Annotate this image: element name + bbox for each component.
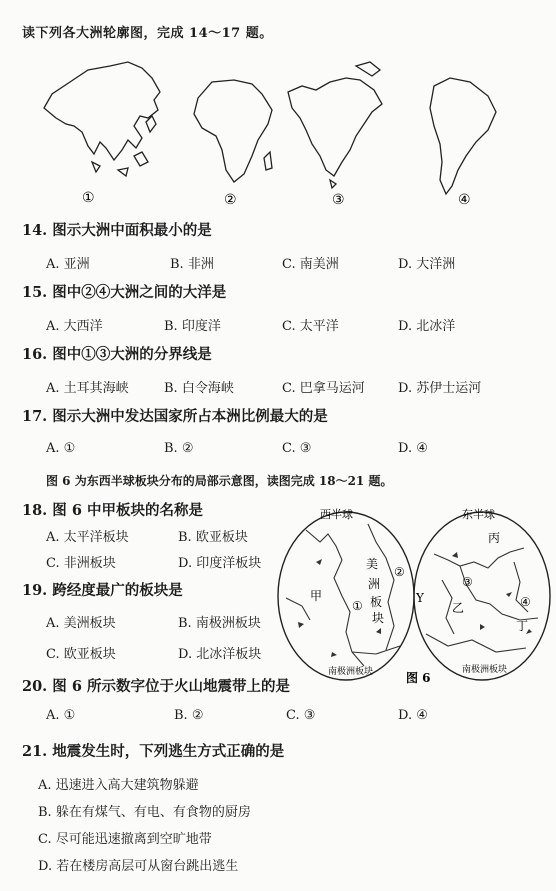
west-hemisphere-title: 西半球 — [320, 508, 353, 521]
antarctic-plate-east: 南极洲板块 — [462, 665, 508, 675]
question-17-stem: 17. 图示大洲中发达国家所占本洲比例最大的是 — [22, 408, 328, 425]
q17-option-b[interactable]: B. ② — [164, 441, 194, 456]
plate-label-zhou: 洲 — [368, 577, 381, 591]
q21-option-a[interactable]: A. 迅速进入高大建筑物躲避 — [38, 778, 199, 793]
antarctic-plate-west: 南极洲板块 — [328, 667, 374, 677]
q18-option-d[interactable]: D. 印度洋板块 — [178, 556, 262, 571]
q21-option-d[interactable]: D. 若在楼房高层可从窗台跳出逃生 — [38, 859, 239, 874]
plate-point-1: ① — [352, 599, 363, 613]
q19-option-d[interactable]: D. 北冰洋板块 — [178, 647, 262, 662]
q18-option-b[interactable]: B. 欧亚板块 — [178, 530, 248, 545]
east-hemisphere-title: 东半球 — [462, 508, 495, 521]
africa-outline — [194, 80, 272, 182]
figure-6-caption: 图 6 — [406, 671, 431, 685]
plate-label-kuai: 块 — [372, 611, 385, 625]
plate-label-mei: 美 — [366, 557, 379, 571]
question-18-stem: 18. 图 6 中甲板块的名称是 — [22, 502, 203, 519]
q17-option-d[interactable]: D. ④ — [398, 441, 428, 456]
question-16-stem: 16. 图中①③大洲的分界线是 — [22, 346, 212, 363]
map-label-1: ① — [82, 190, 95, 206]
q19-option-c[interactable]: C. 欧亚板块 — [46, 647, 116, 662]
section-intro-14-17: 读下列各大洲轮廓图，完成 14～17 题。 — [22, 26, 273, 41]
q15-option-b[interactable]: B. 印度洋 — [164, 319, 221, 334]
q15-option-a[interactable]: A. 大西洋 — [46, 319, 103, 334]
question-20-stem: 20. 图 6 所示数字位于火山地震带上的是 — [22, 678, 290, 695]
q21-option-b[interactable]: B. 躲在有煤气、有电、有食物的厨房 — [38, 805, 251, 820]
q17-option-a[interactable]: A. ① — [46, 441, 76, 456]
asia-outline — [44, 62, 160, 176]
plate-point-4: ④ — [520, 595, 531, 609]
north-america-outline — [288, 62, 382, 188]
q17-option-c[interactable]: C. ③ — [282, 441, 312, 456]
q16-option-d[interactable]: D. 苏伊士运河 — [398, 381, 482, 396]
plate-map-figure-6 — [276, 502, 552, 690]
q20-option-b[interactable]: B. ② — [174, 708, 204, 723]
section-intro-18-21: 图 6 为东西半球板块分布的局部示意图，读图完成 18～21 题。 — [46, 474, 393, 488]
question-15-stem: 15. 图中②④大洲之间的大洋是 — [22, 284, 227, 301]
q20-option-d[interactable]: D. ④ — [398, 708, 428, 723]
west-hemisphere — [278, 507, 414, 680]
q14-option-b[interactable]: B. 非洲 — [170, 257, 214, 272]
plate-label-ding: 丁 — [516, 619, 529, 633]
q14-option-a[interactable]: A. 亚洲 — [46, 257, 90, 272]
q14-option-c[interactable]: C. 南美洲 — [282, 257, 339, 272]
q16-option-a[interactable]: A. 土耳其海峡 — [46, 381, 129, 396]
plate-mid-label-y: Y — [416, 591, 424, 605]
east-hemisphere — [414, 507, 550, 680]
question-19-stem: 19. 跨经度最广的板块是 — [22, 582, 183, 599]
south-america-outline — [430, 78, 496, 194]
map-label-2: ② — [224, 192, 237, 208]
q16-option-c[interactable]: C. 巴拿马运河 — [282, 381, 365, 396]
q15-option-c[interactable]: C. 太平洋 — [282, 319, 339, 334]
plate-label-bing: 丙 — [488, 531, 501, 545]
plate-point-2: ② — [394, 565, 405, 579]
plate-label-jia: 甲 — [310, 589, 323, 603]
q19-option-b[interactable]: B. 南极洲板块 — [178, 616, 261, 631]
q20-option-a[interactable]: A. ① — [46, 708, 76, 723]
q20-option-c[interactable]: C. ③ — [286, 708, 316, 723]
q14-option-d[interactable]: D. 大洋洲 — [398, 257, 456, 272]
q16-option-b[interactable]: B. 白令海峡 — [164, 381, 234, 396]
q19-option-a[interactable]: A. 美洲板块 — [46, 616, 116, 631]
q18-option-a[interactable]: A. 太平洋板块 — [46, 530, 129, 545]
plate-label-ban: 板 — [370, 595, 383, 609]
continent-outlines-figure — [30, 52, 530, 210]
question-21-stem: 21. 地震发生时，下列逃生方式正确的是 — [22, 743, 285, 760]
q21-option-c[interactable]: C. 尽可能迅速撤离到空旷地带 — [38, 832, 212, 847]
q18-option-c[interactable]: C. 非洲板块 — [46, 556, 116, 571]
map-label-4: ④ — [458, 192, 471, 208]
plate-point-3: ③ — [462, 575, 473, 589]
question-14-stem: 14. 图示大洲中面积最小的是 — [22, 222, 212, 239]
map-label-3: ③ — [332, 192, 345, 208]
q15-option-d[interactable]: D. 北冰洋 — [398, 319, 456, 334]
plate-label-yi: 乙 — [452, 601, 465, 615]
